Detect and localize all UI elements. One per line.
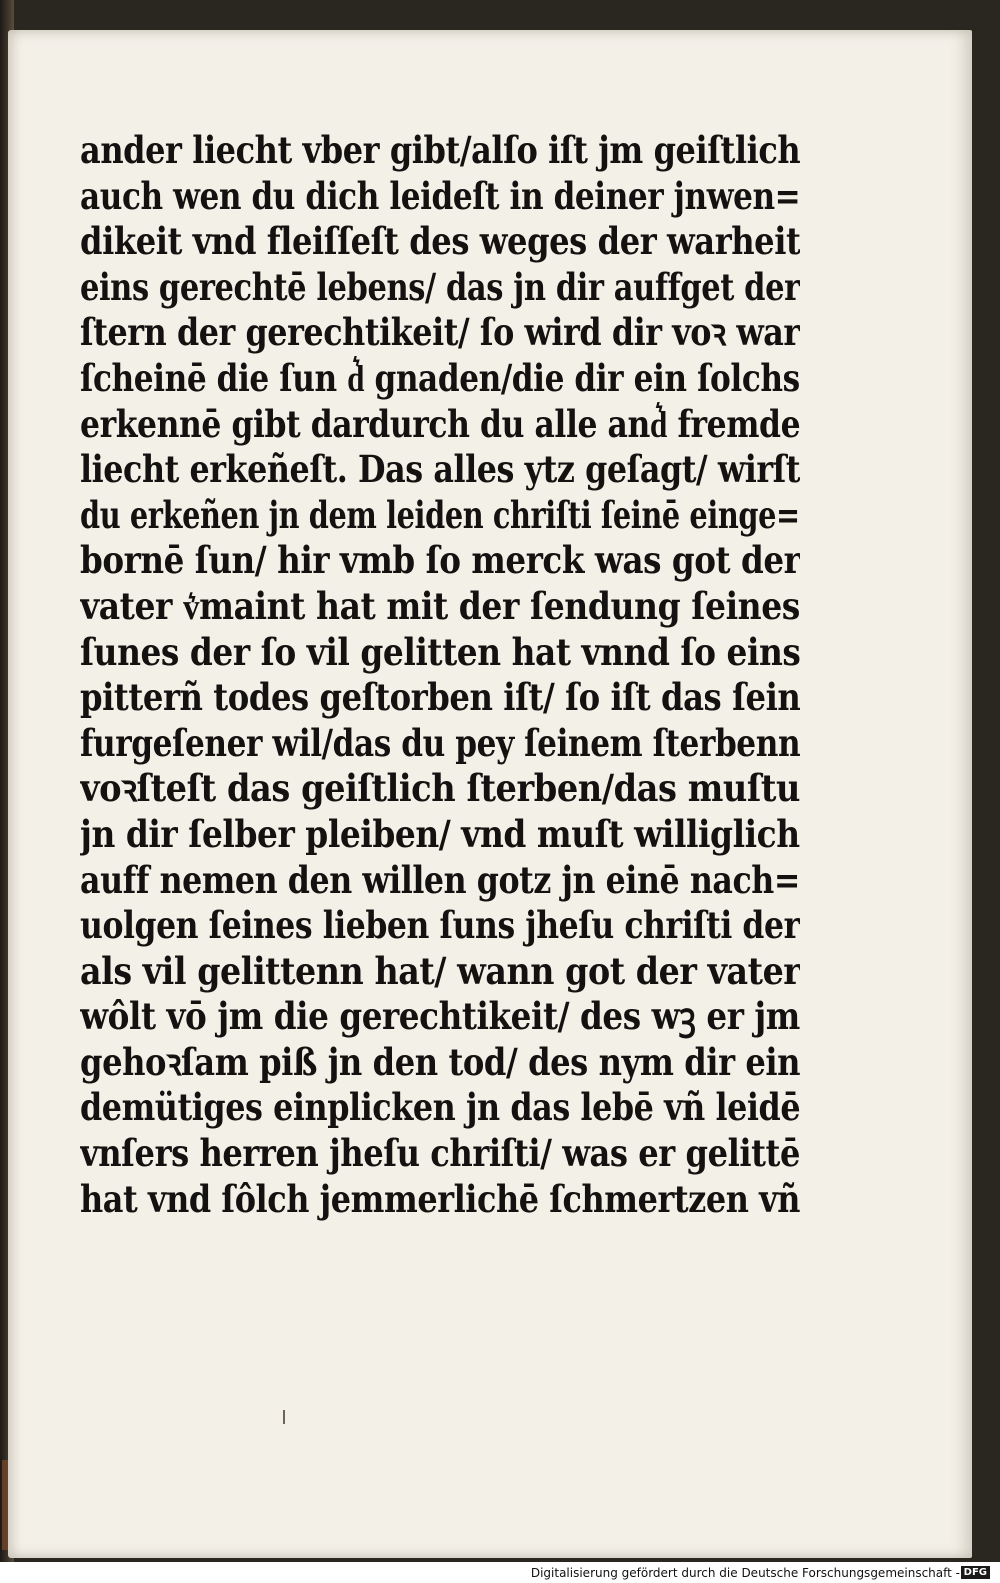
text-line: vnſers herren jheſu chriſti/ was er gelittē — [80, 1131, 800, 1176]
text-line: eins gerechtē lebens/ das jn dir auffget der — [80, 264, 800, 309]
text-line: wôlt vō jm die gerechtikeit/ des wꝫ er jm — [80, 994, 800, 1039]
text-line: dikeit vnd fleiſſeſt des weges der warheit — [80, 219, 801, 264]
text-line: erkennē gibt dardurch du alle and͛ fremde — [80, 401, 801, 446]
text-line: als vil gelittenn hat/ wann got der vater — [80, 948, 800, 993]
text-line: pitterñ todes geſtorben iſt/ ſo iſt das ſein — [80, 675, 801, 720]
text-line: gehoꝛſam piß jn den tod/ des nym dir ein — [80, 1039, 801, 1084]
text-line: bornē ſun/ hir vmb ſo merck was got der — [80, 538, 801, 583]
text-line: demütiges einplicken jn das lebē vñ leidē — [80, 1085, 801, 1130]
text-line: uolgen ſeines lieben ſuns jheſu chriſti der — [80, 903, 800, 948]
text-line: ſunes der ſo vil gelitten hat vnnd ſo eins — [80, 629, 801, 674]
digitization-credit: Digitalisierung gefördert durch die Deutsche Forschungsgemeinschaft - — [530, 1566, 960, 1580]
text-line: ander liecht vber gibt/alſo iſt jm geiſtlich — [80, 128, 801, 172]
text-line: liecht erkeñeſt. Das alles ytz geſagt/ wirſt — [80, 447, 801, 492]
text-line: ſtern der gerechtikeit/ ſo wird dir voꝛ war — [80, 310, 800, 355]
text-line: furgeſener wil/das du pey ſeinem ſterbenn — [80, 720, 800, 765]
ink-mark — [283, 1410, 285, 1424]
page-text-block — [80, 128, 800, 1222]
text-line: vater v͛maint hat mit der ſendung ſeines — [80, 583, 800, 628]
text-line: voꝛſteſt das geiſtlich ſterben/das muſtu — [80, 766, 801, 811]
text-line: ſcheinē die ſun d͛ gnaden/die dir ein ſolchs — [80, 355, 800, 400]
text-line: du erkeñen jn dem leiden chriſti ſeinē einge= — [80, 492, 800, 537]
text-line: auch wen du dich leideſt in deiner jnwen= — [80, 173, 800, 218]
text-line: auff nemen den willen gotz jn einē nach= — [80, 857, 800, 902]
text-line: hat vnd ſôlch jemmerlichē ſchmertzen vñ — [80, 1176, 801, 1221]
dfg-logo: DFG — [961, 1566, 990, 1579]
text-line: jn dir ſelber pleiben/ vnd muſt williglich — [80, 811, 800, 856]
